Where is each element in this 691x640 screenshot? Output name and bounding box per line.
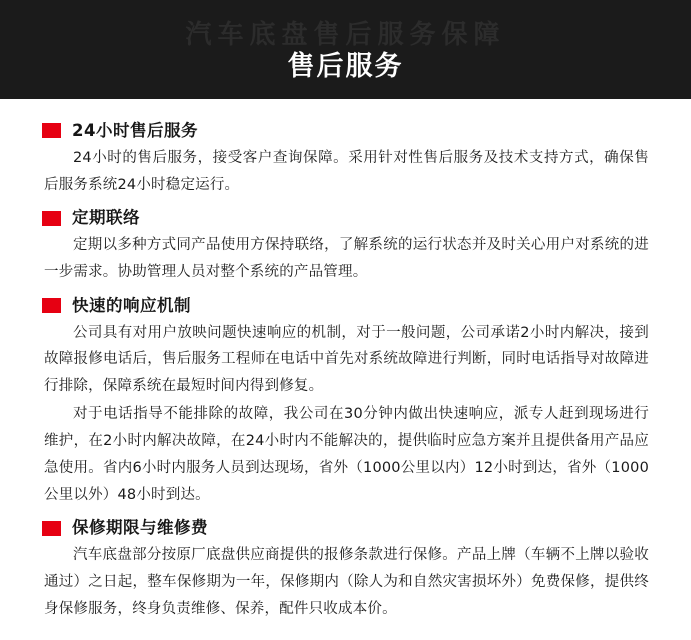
section-paragraph: 汽车底盘部分按原厂底盘供应商提供的报修条款进行保修。产品上牌（车辆不上牌以验收通过）之日起，整车保修期为一年，保修期内（除人为和自然灾害损坏外）免费保修，提供终身保修服务，终身负责维修、保养，配件只收成本价。 [44, 547, 649, 617]
section-heading [34, 208, 657, 228]
section-heading [34, 518, 657, 538]
section-paragraph: 公司具有对用户放映问题快速响应的机制，对于一般问题，公司承诺2小时内解决，接到故障报修电话后，售后服务工程师在电话中首先对系统故障进行判断，同时电话指导对故障进行排除，保障系统在最短时间内得到修复。 [44, 324, 649, 395]
page-title: 售后服务 [287, 51, 404, 82]
section-warranty-period [34, 518, 657, 622]
red-square-bullet-icon [42, 123, 61, 138]
section-paragraph: 定期以多种方式同产品使用方保持联络，了解系统的运行状态并及时关心用户对系统的进一步需求。协助管理人员对整个系统的产品管理。 [44, 237, 649, 281]
section-paragraph: 对于电话指导不能排除的故障，我公司在30分钟内做出快速响应，派专人赶到现场进行维护，在2小时内解决故障，在24小时内不能解决的，提供临时应急方案并且提供备用产品应急使用。省内6小时内服务人员到达现场，省外（1000公里以内）12小时到达，省外（1000公里以外）48小时到达。 [44, 406, 649, 503]
section-title: 24小时售后服务 [72, 121, 198, 140]
section-title: 定期联络 [72, 208, 140, 228]
section-title: 保修期限与维修费 [72, 518, 208, 538]
page-banner [0, 0, 691, 99]
section-24h-service [34, 121, 657, 198]
section-paragraph: 24小时的售后服务，接受客户查询保障。采用针对性售后服务及技术支持方式，确保售后服务系统24小时稳定运行。 [44, 149, 649, 193]
section-heading [34, 121, 657, 141]
red-square-bullet-icon [42, 211, 61, 226]
section-regular-contact [34, 208, 657, 285]
section-heading [34, 296, 657, 316]
banner-watermark-text: 汽车底盘售后服务保障 [185, 20, 506, 50]
red-square-bullet-icon [42, 298, 61, 313]
red-square-bullet-icon [42, 521, 61, 536]
section-fast-response [34, 296, 657, 508]
section-title: 快速的响应机制 [72, 295, 191, 315]
content-body [0, 99, 691, 623]
